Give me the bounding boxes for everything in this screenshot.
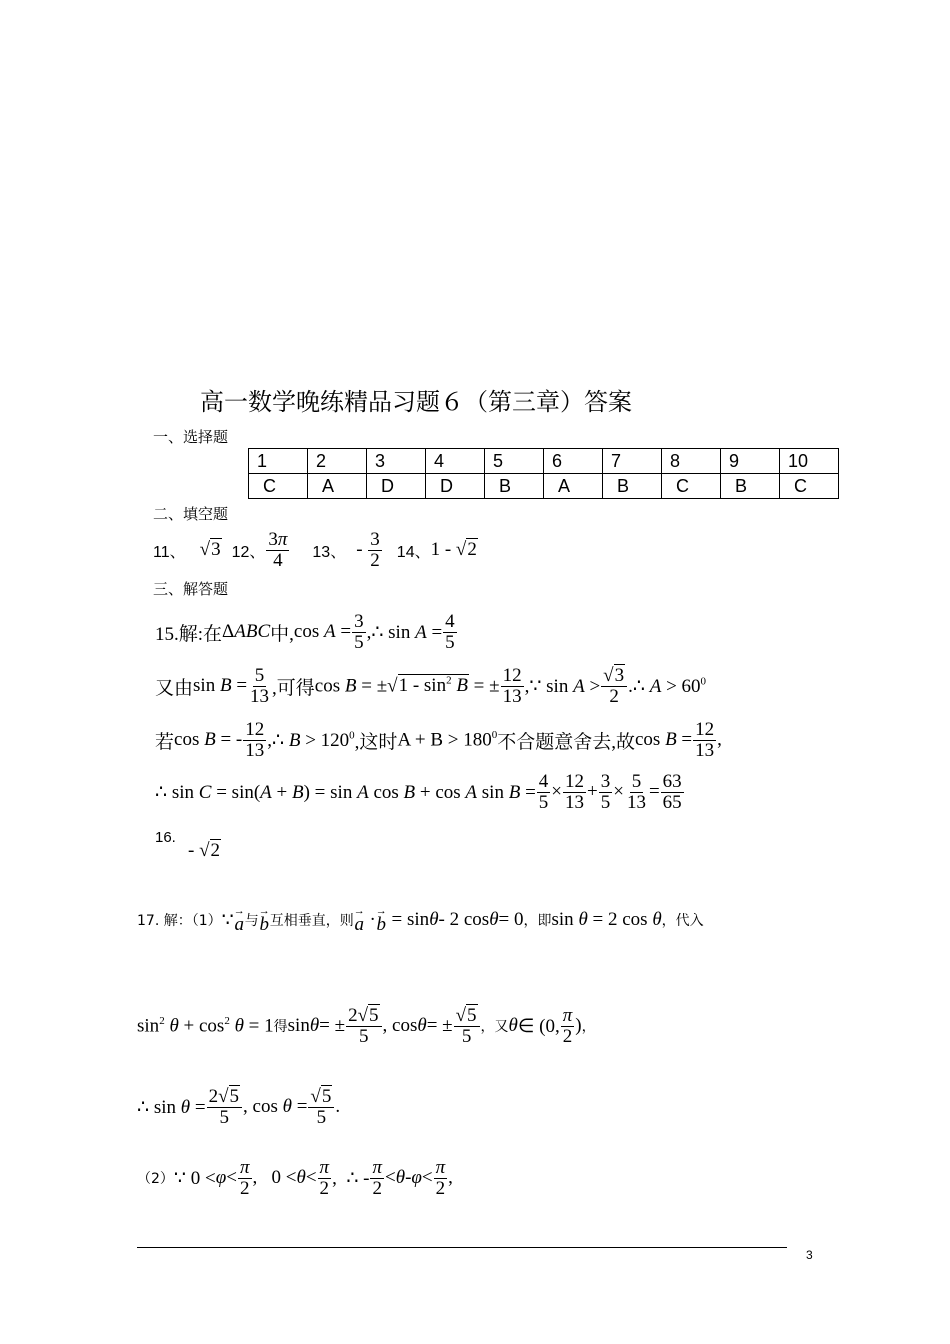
q17-text: ，代入 bbox=[661, 913, 704, 929]
q17-line-3: ∴ sin θ = $\frac{2√5}{5}$ , cos θ = $\frac{√5}{5}$ . bbox=[137, 1085, 341, 1128]
q17-line-1: 17. 解：（1） ∵ → a 与 → b 互相垂直，则 → a · → b = sin θ - 2 cos θ = 0 ，即 sin θ = 2 cos θ ，代入 bbox=[137, 904, 704, 936]
q17-text: ，即 bbox=[523, 913, 552, 929]
q17-line-4: （2） ∵ 0 < φ < $\frac{\pi}{2}$ , 0 < θ < $\frac{\pi}{2}$ , ∴ - $\frac{\pi}{2}$ < θ - φ < $\frac{\pi}{2}$ , bbox=[137, 1156, 453, 1199]
q15-line-4: ∴ sin C = sin(A + B) = sin A cos B + cos A sin B = $\frac{4}{5}$ × $\frac{12}{13}$ + $\frac{3}{5}$ × $\frac{5}{13}$ = $\frac{63}{65}$ bbox=[155, 770, 682, 813]
table-cell: 4 bbox=[426, 449, 485, 474]
table-cell: D bbox=[426, 474, 485, 499]
section-multiple-choice: 一、选择题 bbox=[153, 428, 229, 446]
document-title: 高一数学晚练精品习题６（第三章）答案 bbox=[200, 388, 632, 416]
q17-part2-label: （2） bbox=[137, 1171, 174, 1187]
q15-text: 不合题意舍去,故 bbox=[497, 731, 635, 753]
table-cell: A bbox=[544, 474, 603, 499]
q17-text: 得 bbox=[273, 1019, 288, 1035]
table-cell: B bbox=[485, 474, 544, 499]
table-cell: 1 bbox=[249, 449, 308, 474]
fill-blank-answers bbox=[153, 526, 478, 574]
table-cell: 3 bbox=[367, 449, 426, 474]
table-cell: B bbox=[603, 474, 662, 499]
table-cell: C bbox=[662, 474, 721, 499]
q16-label: 16. bbox=[155, 829, 176, 846]
q16-answer: - √2 bbox=[188, 840, 221, 861]
section-solutions: 三、解答题 bbox=[153, 580, 229, 598]
table-cell: C bbox=[249, 474, 308, 499]
q17-text: ，又 bbox=[480, 1019, 509, 1035]
q14-answer: 1 - √2 bbox=[430, 539, 477, 560]
q17-intro: 17. 解：（1） bbox=[137, 913, 222, 929]
q15-text: 中, bbox=[270, 623, 294, 645]
q15-text: 又由 bbox=[155, 677, 194, 699]
vector-b: → b bbox=[258, 904, 270, 936]
q15-line-1: 15.解:在 ΔABC 中, cos A = $\frac{3}{5}$ ,∴ sin A = $\frac{4}{5}$ bbox=[155, 610, 455, 653]
table-cell: 2 bbox=[308, 449, 367, 474]
q15-text: 若 bbox=[155, 731, 175, 753]
q14-label: 14、 bbox=[396, 543, 431, 561]
table-cell: 7 bbox=[603, 449, 662, 474]
table-cell: A bbox=[308, 474, 367, 499]
q15-text: ,这时 bbox=[354, 731, 398, 753]
q15-line-3: 若 cos B = - $\frac{12}{13}$ ,∴ $B > 120^0$ ,这时 $A + B > 180^0$ 不合题意舍去,故 cos B = $\frac{12}{13}$ , bbox=[155, 718, 722, 761]
table-row-answers bbox=[249, 474, 839, 499]
q13-label: 13、 bbox=[312, 543, 347, 561]
q15-line-2: 又由 sin B = $\frac{5}{13}$ ,可得 $\cos B = \pm√1 - \sin^2 B$ = ± $\frac{12}{13}$ ,∵ sin A > $\frac{√3}{2}$ .∴ $A > 60^0$ bbox=[155, 664, 707, 707]
footer-rule bbox=[137, 1247, 787, 1248]
answer-table bbox=[248, 448, 839, 499]
q15-intro: 15.解:在 bbox=[155, 623, 223, 645]
q17-text: 与 bbox=[244, 913, 259, 929]
table-cell: 9 bbox=[721, 449, 780, 474]
vector-a: → a bbox=[233, 904, 245, 936]
page-number: 3 bbox=[806, 1248, 813, 1262]
q13-answer: - $\frac{3}{2}$ bbox=[356, 528, 380, 571]
table-cell: D bbox=[367, 474, 426, 499]
section-fill-blank: 二、填空题 bbox=[153, 505, 229, 523]
table-cell: 8 bbox=[662, 449, 721, 474]
q17-text: 互相垂直，则 bbox=[269, 913, 354, 929]
table-cell: 6 bbox=[544, 449, 603, 474]
table-cell: 10 bbox=[780, 449, 839, 474]
q12-answer: $\frac{3\pi}{4}$ bbox=[268, 528, 288, 571]
q12-label: 12、 bbox=[231, 543, 266, 561]
q15-text: ,可得 bbox=[272, 677, 315, 699]
q11-answer: √3 bbox=[199, 539, 221, 560]
table-cell: B bbox=[721, 474, 780, 499]
q17-line-2: $\sin^2 \theta + \cos^2 \theta = 1$ 得 sin θ = ± $\frac{2√5}{5}$ , cos θ = ± $\frac{√5}{5}$ ，又 θ ∈ (0, $\frac{\pi}{2}$ ) ， bbox=[137, 1004, 596, 1047]
table-cell: C bbox=[780, 474, 839, 499]
table-cell: 5 bbox=[485, 449, 544, 474]
q11-label: 11、 bbox=[153, 543, 186, 561]
table-row-numbers bbox=[249, 449, 839, 474]
